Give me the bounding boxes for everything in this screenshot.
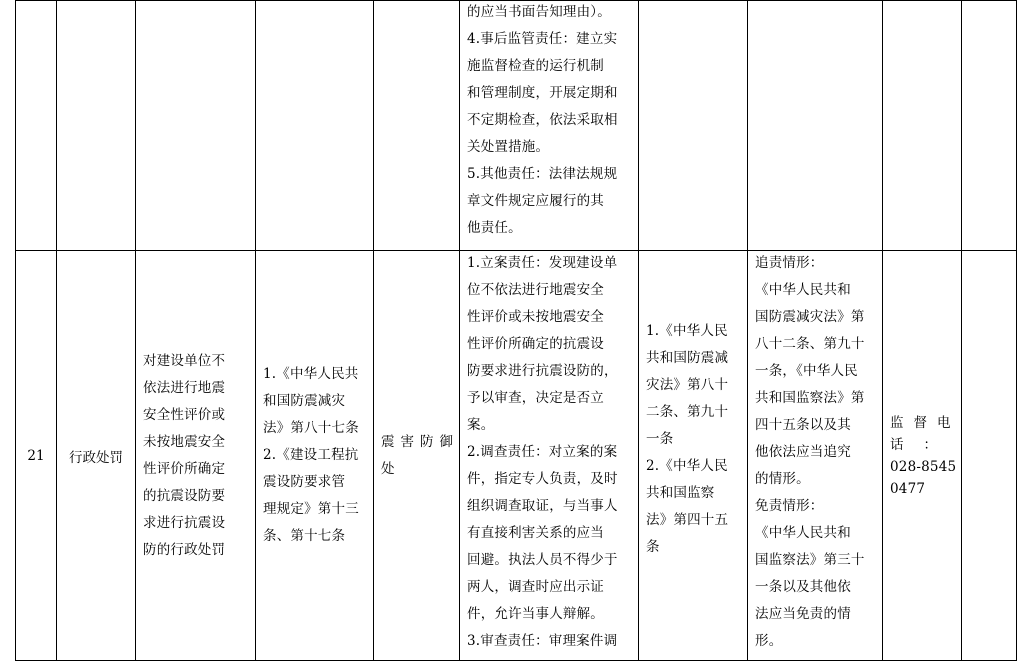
power-list-table xyxy=(15,0,1017,661)
responsibilities-text: 1.立案责任：发现建设单 位不依法进行地震安全 性评价或未按地震安全 性评价所确定的抗震设 防要求进行抗震设防的， 予以审查，决定是否立 案。 2.调查责任：对立案的案 件，指定专人负责，及时 组织调查取证，与当事人 有直接利害关系的应当 回避。执法人员不得少于 两人，调查时应出示证 件，允许当事人辩解。 3.审查责任：审理案件调 xyxy=(467,255,618,649)
basis-cell xyxy=(256,251,374,661)
department-text: 震害防御 处 xyxy=(381,433,459,477)
basis-text: 1.《中华人民共 和国防震减灾 法》第八十七条 2.《建设工程抗 震设防要求管 理规定》第十三 条、第十七条 xyxy=(263,366,359,544)
department-cell xyxy=(374,1,460,251)
basis-cell xyxy=(256,1,374,251)
resp-basis-text: 1.《中华人民 共和国防震减 灾法》第八十 二条、第九十 一条 2.《中华人民 共和国监察 法》第四十五 条 xyxy=(646,323,729,555)
supervision-cell xyxy=(883,1,962,251)
remark-cell xyxy=(962,1,1017,251)
accountability-text: 追责情形： 《中华人民共和 国防震减灾法》第 八十二条、第九十 一条，《中华人民 共和国监察法》第 四十五条以及其 他依法应当追究 的情形。 免责情形： 《中华人民共和 国监察法》第三十 一条以及其他依 法应当免责的情 形。 xyxy=(755,255,865,649)
supervision-text: 监督电 话： 028-8545 0477 xyxy=(890,414,961,497)
supervision-cell xyxy=(883,251,962,661)
category-text: 行政处罚 xyxy=(69,449,123,466)
remark-cell xyxy=(962,251,1017,661)
responsibilities-cell xyxy=(460,251,639,661)
seq-cell xyxy=(16,251,57,661)
accountability-cell xyxy=(748,251,883,661)
responsibilities-cell xyxy=(460,1,639,251)
table-row xyxy=(16,1,1017,251)
resp-basis-cell xyxy=(639,251,748,661)
item-name-cell xyxy=(136,1,256,251)
category-cell xyxy=(57,1,136,251)
responsibilities-text: 的应当书面告知理由）。 4.事后监管责任：建立实 施监督检查的运行机制 和管理制度，开展定期和 不定期检查，依法采取相 关处置措施。 5.其他责任：法律法规规 章文件规定应履行的其 他责任。 xyxy=(467,4,618,236)
department-cell xyxy=(374,251,460,661)
item-name-text: 对建设单位不 依法进行地震 安全性评价或 未按地震安全 性评价所确定 的抗震设防要 求进行抗震设 防的行政处罚 xyxy=(143,352,226,558)
resp-basis-cell xyxy=(639,1,748,251)
accountability-cell xyxy=(748,1,883,251)
seq-number: 21 xyxy=(27,447,45,464)
seq-cell xyxy=(16,1,57,251)
table-row xyxy=(16,251,1017,661)
category-cell xyxy=(57,251,136,661)
item-name-cell xyxy=(136,251,256,661)
